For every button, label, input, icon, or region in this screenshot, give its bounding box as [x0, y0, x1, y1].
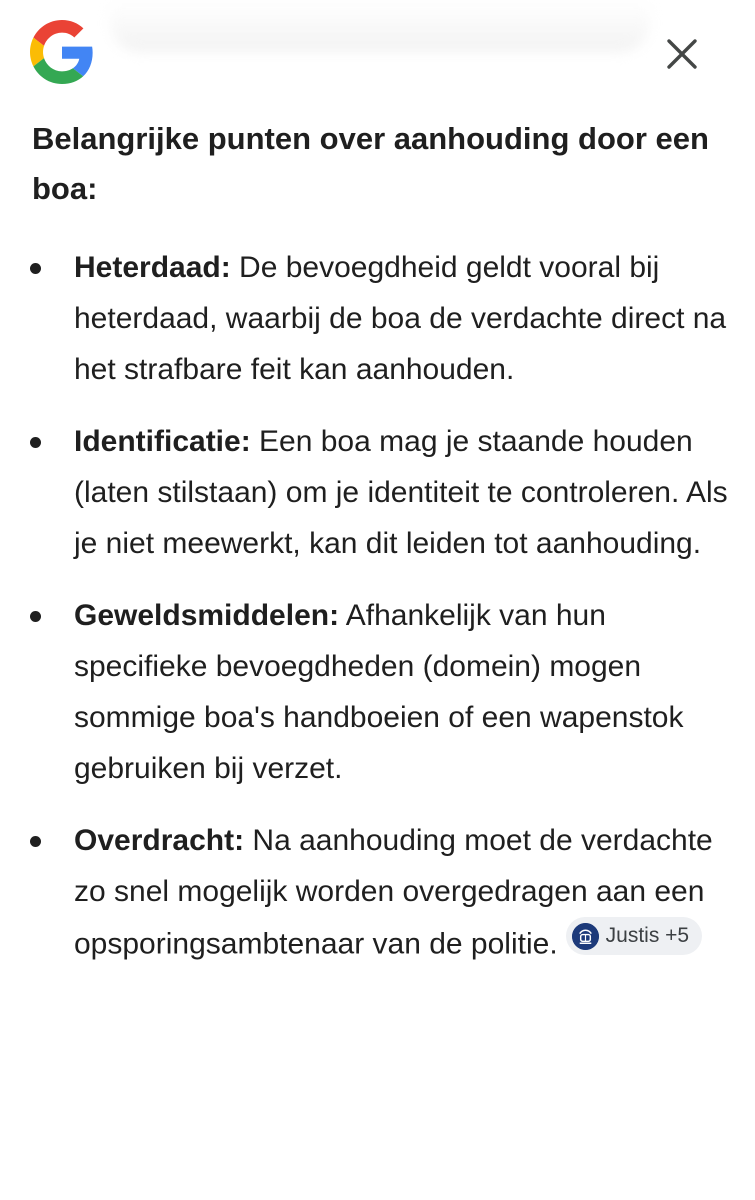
key-points-list: [0, 242, 755, 991]
justis-emblem-icon: [572, 923, 599, 950]
summary-heading: Belangrijke punten over aanhouding door een boa:: [32, 121, 709, 206]
top-shadow: [110, 0, 650, 52]
bullet-text: De bevoegdheid geldt vooral bij heterdaad, waarbij de boa de verdachte direct na het strafbare feit kan aanhouden.: [74, 251, 727, 386]
bullet-icon: [30, 611, 41, 622]
bullet-icon: [30, 836, 41, 847]
bullet-term: Overdracht:: [74, 824, 245, 857]
bullet-icon: [30, 437, 41, 448]
bullet-term: Heterdaad:: [74, 251, 231, 284]
bullet-term: Identificatie:: [74, 425, 251, 458]
google-g-icon[interactable]: [30, 20, 94, 84]
bullet-text: Een boa mag je staande houden (laten stilstaan) om je identiteit te controleren. Als je niet meewerkt, kan dit leiden tot aanhouding.: [74, 425, 728, 560]
top-bar: [0, 0, 755, 110]
bullet-term: Geweldsmiddelen:: [74, 599, 340, 632]
list-item: [0, 416, 755, 569]
list-item: [0, 590, 755, 794]
bullet-text: Afhankelijk van hun specifieke bevoegdheden (domein) mogen sommige boa's handboeien of een wapenstok gebruiken bij verzet.: [74, 599, 684, 785]
source-chip-label: Justis +5: [605, 924, 690, 947]
list-item: [0, 815, 755, 970]
bullet-text: Na aanhouding moet de verdachte zo snel mogelijk worden overgedragen aan een opsporingsambtenaar van de politie.: [74, 824, 713, 961]
source-chip[interactable]: [566, 917, 702, 955]
close-icon[interactable]: [658, 30, 706, 78]
list-item: [0, 242, 755, 395]
bullet-icon: [30, 263, 41, 274]
